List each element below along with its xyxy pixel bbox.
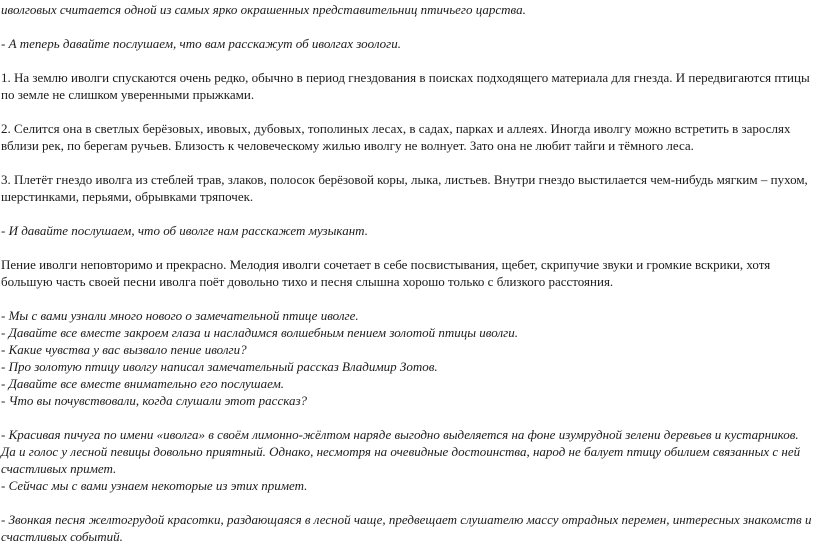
teacher-line-3: - Какие чувства у вас вызвало пение иволги? bbox=[1, 342, 247, 357]
spacer bbox=[1, 409, 813, 426]
teacher-line-6: - Что вы почувствовали, когда слушали этот рассказ? bbox=[1, 393, 308, 408]
spacer bbox=[1, 205, 813, 222]
zoology-fact-3: 3. Плетёт гнездо иволга из стеблей трав, злаков, полосок берёзовой коры, лыка, листьев. Внутри гнездо выстилается чем-нибудь мягким – пухом, шерстинками, перьями, обрывками тряпочек. bbox=[1, 172, 808, 204]
spacer bbox=[1, 154, 813, 171]
zoology-fact-1: 1. На землю иволги спускаются очень редко, обычно в период гнездования в поисках подходящего материала для гнезда. И передвигаются птицы по земле не слишком уверенными прыжками. bbox=[1, 70, 810, 102]
omen-paragraph-1: - Звонкая песня желтогрудой красотки, раздающаяся в лесной чаще, предвещает слушателю массу отрадных перемен, интересных знакомств и счастливых событий. bbox=[1, 512, 812, 544]
spacer bbox=[1, 18, 813, 35]
omens-lead-line: - Сейчас мы с вами узнаем некоторые из этих примет. bbox=[1, 478, 308, 493]
teacher-line-1: - Мы с вами узнали много нового о замечательной птице иволге. bbox=[1, 308, 359, 323]
teacher-line-musician: - И давайте послушаем, что об иволге нам расскажет музыкант. bbox=[1, 223, 368, 238]
zoology-fact-2: 2. Селится она в светлых берёзовых, ивовых, дубовых, тополиных лесах, в садах, парках и аллеях. Иногда иволгу можно встретить в зарослях вблизи рек, по берегам ручьев. Близость к человеческому жилью иволгу не волнует. Зато она не любит тайги и тёмного леса. bbox=[1, 121, 791, 153]
spacer bbox=[1, 290, 813, 307]
spacer bbox=[1, 239, 813, 256]
document-body bbox=[1, 1, 813, 545]
spacer bbox=[1, 494, 813, 511]
teacher-line-2: - Давайте все вместе закроем глаза и насладимся волшебным пением золотой птицы иволги. bbox=[1, 325, 518, 340]
omens-intro-paragraph: - Красивая пичуга по имени «иволга» в своём лимонно-жёлтом наряде выгодно выделяется на фоне изумрудной зелени деревьев и кустарников. Да и голос у лесной певицы довольно приятный. Однако, несмотря на очевидные достоинства, народ не балует птицу обилием связанных с ней счастливых примет. bbox=[1, 427, 801, 476]
teacher-line-5: - Давайте все вместе внимательно его послушаем. bbox=[1, 376, 285, 391]
teacher-line-zoologists: - А теперь давайте послушаем, что вам расскажут об иволгах зоологи. bbox=[1, 36, 401, 51]
musician-paragraph: Пение иволги неповторимо и прекрасно. Мелодия иволги сочетает в себе посвистывания, щебет, скрипучие звуки и громкие вскрики, хотя большую часть своей песни иволга поёт довольно тихо и песня слышна хорошо только с близкого расстояния. bbox=[1, 257, 771, 289]
spacer bbox=[1, 52, 813, 69]
paragraph-intro: иволговых считается одной из самых ярко окрашенных представительниц птичьего царства. bbox=[1, 2, 526, 17]
teacher-line-4: - Про золотую птицу иволгу написал замечательный рассказ Владимир Зотов. bbox=[1, 359, 438, 374]
spacer bbox=[1, 103, 813, 120]
